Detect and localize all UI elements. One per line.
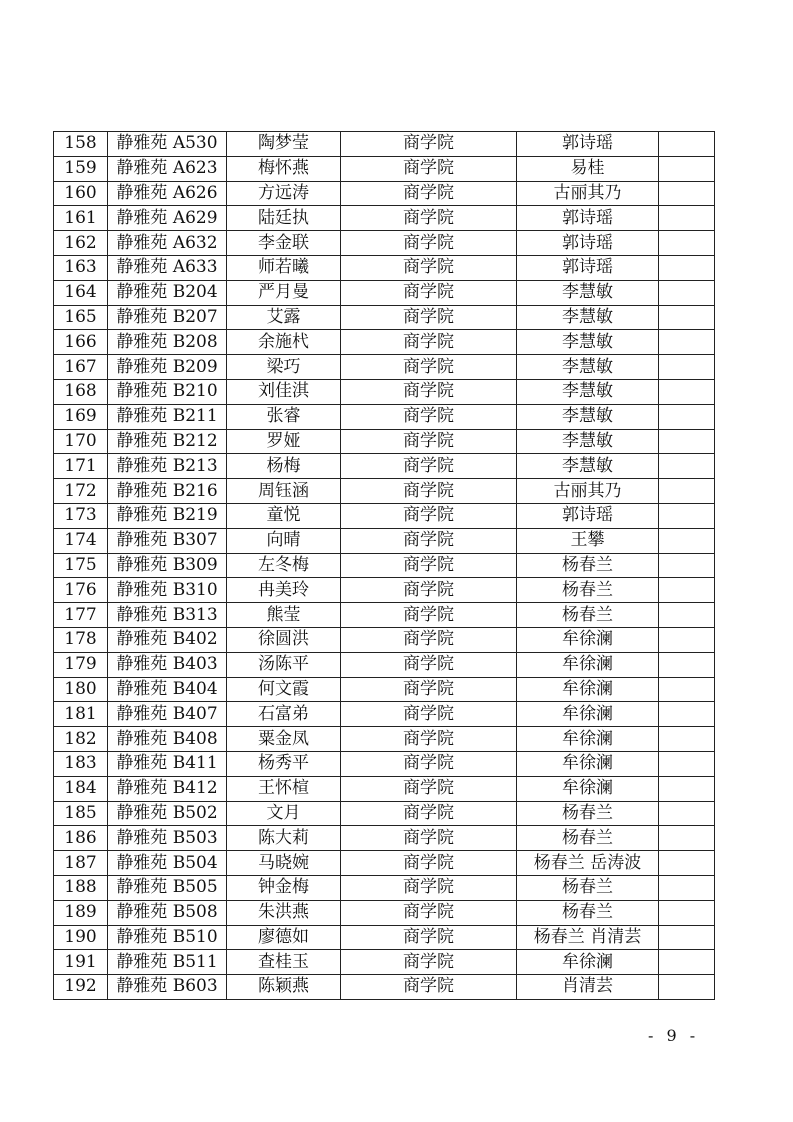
- dorm-room-cell: 静雅苑 B208: [108, 330, 227, 355]
- blank-cell: [659, 900, 715, 925]
- college-cell: 商学院: [341, 379, 517, 404]
- blank-cell: [659, 702, 715, 727]
- blank-cell: [659, 305, 715, 330]
- table-row: [54, 677, 715, 702]
- counselor-cell: 郭诗瑶: [517, 231, 659, 256]
- row-number-cell: 171: [54, 454, 108, 479]
- counselor-cell: 李慧敏: [517, 454, 659, 479]
- counselor-cell: 李慧敏: [517, 355, 659, 380]
- dorm-room-cell: 静雅苑 B411: [108, 751, 227, 776]
- row-number-cell: 175: [54, 553, 108, 578]
- row-number-cell: 173: [54, 503, 108, 528]
- student-name-cell: 张睿: [227, 404, 341, 429]
- table-row: [54, 603, 715, 628]
- table-row: [54, 280, 715, 305]
- counselor-cell: 郭诗瑶: [517, 206, 659, 231]
- student-name-cell: 马晓婉: [227, 851, 341, 876]
- dorm-room-cell: 静雅苑 A626: [108, 181, 227, 206]
- row-number-cell: 162: [54, 231, 108, 256]
- counselor-cell: 牟徐澜: [517, 702, 659, 727]
- row-number-cell: 168: [54, 379, 108, 404]
- row-number-cell: 164: [54, 280, 108, 305]
- blank-cell: [659, 677, 715, 702]
- table-row: [54, 801, 715, 826]
- student-name-cell: 钟金梅: [227, 875, 341, 900]
- dorm-room-cell: 静雅苑 B219: [108, 503, 227, 528]
- counselor-cell: 牟徐澜: [517, 652, 659, 677]
- blank-cell: [659, 454, 715, 479]
- counselor-cell: 李慧敏: [517, 305, 659, 330]
- student-name-cell: 廖德如: [227, 925, 341, 950]
- row-number-cell: 167: [54, 355, 108, 380]
- dorm-room-cell: 静雅苑 A632: [108, 231, 227, 256]
- table-row: [54, 404, 715, 429]
- table-row: [54, 206, 715, 231]
- college-cell: 商学院: [341, 776, 517, 801]
- dorm-room-cell: 静雅苑 B407: [108, 702, 227, 727]
- dorm-room-cell: 静雅苑 B511: [108, 950, 227, 975]
- counselor-cell: 杨春兰: [517, 875, 659, 900]
- college-cell: 商学院: [341, 156, 517, 181]
- college-cell: 商学院: [341, 305, 517, 330]
- row-number-cell: 179: [54, 652, 108, 677]
- dorm-room-cell: 静雅苑 B211: [108, 404, 227, 429]
- table-row: [54, 875, 715, 900]
- dorm-room-cell: 静雅苑 B209: [108, 355, 227, 380]
- blank-cell: [659, 950, 715, 975]
- table-row: [54, 305, 715, 330]
- blank-cell: [659, 355, 715, 380]
- counselor-cell: 杨春兰: [517, 553, 659, 578]
- college-cell: 商学院: [341, 975, 517, 1000]
- dorm-room-cell: 静雅苑 B508: [108, 900, 227, 925]
- table-row: [54, 429, 715, 454]
- college-cell: 商学院: [341, 528, 517, 553]
- table-row: [54, 652, 715, 677]
- student-name-cell: 梅怀燕: [227, 156, 341, 181]
- dorm-room-cell: 静雅苑 B412: [108, 776, 227, 801]
- counselor-cell: 古丽其乃: [517, 181, 659, 206]
- blank-cell: [659, 751, 715, 776]
- dorm-room-cell: 静雅苑 B404: [108, 677, 227, 702]
- roster-table-body: [54, 132, 715, 1000]
- college-cell: 商学院: [341, 454, 517, 479]
- row-number-cell: 160: [54, 181, 108, 206]
- counselor-cell: 王攀: [517, 528, 659, 553]
- table-row: [54, 727, 715, 752]
- college-cell: 商学院: [341, 900, 517, 925]
- table-row: [54, 553, 715, 578]
- college-cell: 商学院: [341, 255, 517, 280]
- student-name-cell: 杨梅: [227, 454, 341, 479]
- table-row: [54, 355, 715, 380]
- table-row: [54, 950, 715, 975]
- row-number-cell: 192: [54, 975, 108, 1000]
- dorm-room-cell: 静雅苑 B210: [108, 379, 227, 404]
- row-number-cell: 191: [54, 950, 108, 975]
- counselor-cell: 牟徐澜: [517, 950, 659, 975]
- blank-cell: [659, 156, 715, 181]
- blank-cell: [659, 429, 715, 454]
- college-cell: 商学院: [341, 801, 517, 826]
- student-name-cell: 石富弟: [227, 702, 341, 727]
- college-cell: 商学院: [341, 429, 517, 454]
- blank-cell: [659, 727, 715, 752]
- blank-cell: [659, 330, 715, 355]
- row-number-cell: 176: [54, 578, 108, 603]
- counselor-cell: 郭诗瑶: [517, 132, 659, 157]
- student-name-cell: 杨秀平: [227, 751, 341, 776]
- counselor-cell: 杨春兰 肖清芸: [517, 925, 659, 950]
- college-cell: 商学院: [341, 404, 517, 429]
- blank-cell: [659, 925, 715, 950]
- student-name-cell: 严月曼: [227, 280, 341, 305]
- college-cell: 商学院: [341, 702, 517, 727]
- college-cell: 商学院: [341, 355, 517, 380]
- table-row: [54, 454, 715, 479]
- counselor-cell: 李慧敏: [517, 429, 659, 454]
- table-row: [54, 132, 715, 157]
- blank-cell: [659, 851, 715, 876]
- row-number-cell: 187: [54, 851, 108, 876]
- table-row: [54, 851, 715, 876]
- table-row: [54, 975, 715, 1000]
- counselor-cell: 郭诗瑶: [517, 503, 659, 528]
- row-number-cell: 183: [54, 751, 108, 776]
- blank-cell: [659, 404, 715, 429]
- college-cell: 商学院: [341, 925, 517, 950]
- row-number-cell: 184: [54, 776, 108, 801]
- blank-cell: [659, 206, 715, 231]
- college-cell: 商学院: [341, 875, 517, 900]
- dorm-room-cell: 静雅苑 B603: [108, 975, 227, 1000]
- table-row: [54, 578, 715, 603]
- student-name-cell: 何文霞: [227, 677, 341, 702]
- table-row: [54, 379, 715, 404]
- student-name-cell: 陆廷执: [227, 206, 341, 231]
- blank-cell: [659, 826, 715, 851]
- dorm-room-cell: 静雅苑 B204: [108, 280, 227, 305]
- blank-cell: [659, 801, 715, 826]
- counselor-cell: 李慧敏: [517, 330, 659, 355]
- counselor-cell: 李慧敏: [517, 379, 659, 404]
- counselor-cell: 杨春兰: [517, 578, 659, 603]
- blank-cell: [659, 875, 715, 900]
- blank-cell: [659, 627, 715, 652]
- row-number-cell: 188: [54, 875, 108, 900]
- counselor-cell: 易桂: [517, 156, 659, 181]
- student-name-cell: 向晴: [227, 528, 341, 553]
- table-row: [54, 900, 715, 925]
- student-name-cell: 刘佳淇: [227, 379, 341, 404]
- row-number-cell: 174: [54, 528, 108, 553]
- row-number-cell: 166: [54, 330, 108, 355]
- counselor-cell: 牟徐澜: [517, 776, 659, 801]
- dorm-room-cell: 静雅苑 B310: [108, 578, 227, 603]
- college-cell: 商学院: [341, 503, 517, 528]
- dorm-room-cell: 静雅苑 B207: [108, 305, 227, 330]
- student-name-cell: 查桂玉: [227, 950, 341, 975]
- blank-cell: [659, 379, 715, 404]
- college-cell: 商学院: [341, 851, 517, 876]
- row-number-cell: 165: [54, 305, 108, 330]
- student-name-cell: 艾露: [227, 305, 341, 330]
- college-cell: 商学院: [341, 206, 517, 231]
- college-cell: 商学院: [341, 132, 517, 157]
- table-row: [54, 925, 715, 950]
- student-name-cell: 童悦: [227, 503, 341, 528]
- blank-cell: [659, 603, 715, 628]
- row-number-cell: 159: [54, 156, 108, 181]
- college-cell: 商学院: [341, 479, 517, 504]
- student-name-cell: 徐圆洪: [227, 627, 341, 652]
- student-name-cell: 方远涛: [227, 181, 341, 206]
- dorm-room-cell: 静雅苑 B212: [108, 429, 227, 454]
- blank-cell: [659, 776, 715, 801]
- blank-cell: [659, 181, 715, 206]
- row-number-cell: 163: [54, 255, 108, 280]
- dorm-room-cell: 静雅苑 A623: [108, 156, 227, 181]
- college-cell: 商学院: [341, 826, 517, 851]
- dorm-room-cell: 静雅苑 B503: [108, 826, 227, 851]
- table-row: [54, 702, 715, 727]
- college-cell: 商学院: [341, 280, 517, 305]
- blank-cell: [659, 578, 715, 603]
- blank-cell: [659, 503, 715, 528]
- blank-cell: [659, 255, 715, 280]
- dorm-room-cell: 静雅苑 A633: [108, 255, 227, 280]
- counselor-cell: 郭诗瑶: [517, 255, 659, 280]
- counselor-cell: 杨春兰: [517, 603, 659, 628]
- college-cell: 商学院: [341, 231, 517, 256]
- row-number-cell: 181: [54, 702, 108, 727]
- student-name-cell: 梁巧: [227, 355, 341, 380]
- student-name-cell: 熊莹: [227, 603, 341, 628]
- college-cell: 商学院: [341, 181, 517, 206]
- row-number-cell: 190: [54, 925, 108, 950]
- counselor-cell: 牟徐澜: [517, 727, 659, 752]
- student-name-cell: 左冬梅: [227, 553, 341, 578]
- student-name-cell: 朱洪燕: [227, 900, 341, 925]
- row-number-cell: 185: [54, 801, 108, 826]
- dorm-room-cell: 静雅苑 B307: [108, 528, 227, 553]
- table-row: [54, 255, 715, 280]
- row-number-cell: 178: [54, 627, 108, 652]
- blank-cell: [659, 132, 715, 157]
- counselor-cell: 杨春兰: [517, 826, 659, 851]
- dorm-room-cell: 静雅苑 B408: [108, 727, 227, 752]
- student-name-cell: 陈颖燕: [227, 975, 341, 1000]
- dorm-room-cell: 静雅苑 B510: [108, 925, 227, 950]
- counselor-cell: 李慧敏: [517, 280, 659, 305]
- dorm-room-cell: 静雅苑 A530: [108, 132, 227, 157]
- table-row: [54, 751, 715, 776]
- table-row: [54, 330, 715, 355]
- dorm-room-cell: 静雅苑 B313: [108, 603, 227, 628]
- counselor-cell: 杨春兰: [517, 900, 659, 925]
- row-number-cell: 182: [54, 727, 108, 752]
- college-cell: 商学院: [341, 627, 517, 652]
- college-cell: 商学院: [341, 578, 517, 603]
- student-name-cell: 周钰涵: [227, 479, 341, 504]
- table-row: [54, 231, 715, 256]
- blank-cell: [659, 479, 715, 504]
- counselor-cell: 古丽其乃: [517, 479, 659, 504]
- counselor-cell: 肖清芸: [517, 975, 659, 1000]
- student-name-cell: 李金联: [227, 231, 341, 256]
- row-number-cell: 161: [54, 206, 108, 231]
- row-number-cell: 172: [54, 479, 108, 504]
- student-name-cell: 王怀楦: [227, 776, 341, 801]
- table-row: [54, 776, 715, 801]
- student-name-cell: 师若曦: [227, 255, 341, 280]
- college-cell: 商学院: [341, 652, 517, 677]
- row-number-cell: 170: [54, 429, 108, 454]
- counselor-cell: 李慧敏: [517, 404, 659, 429]
- dorm-room-cell: 静雅苑 B502: [108, 801, 227, 826]
- college-cell: 商学院: [341, 751, 517, 776]
- row-number-cell: 158: [54, 132, 108, 157]
- college-cell: 商学院: [341, 603, 517, 628]
- table-row: [54, 503, 715, 528]
- dorm-room-cell: 静雅苑 B216: [108, 479, 227, 504]
- blank-cell: [659, 975, 715, 1000]
- dorm-room-cell: 静雅苑 B504: [108, 851, 227, 876]
- blank-cell: [659, 231, 715, 256]
- student-name-cell: 粟金凤: [227, 727, 341, 752]
- college-cell: 商学院: [341, 553, 517, 578]
- blank-cell: [659, 553, 715, 578]
- counselor-cell: 杨春兰: [517, 801, 659, 826]
- college-cell: 商学院: [341, 727, 517, 752]
- table-row: [54, 826, 715, 851]
- counselor-cell: 牟徐澜: [517, 627, 659, 652]
- student-name-cell: 余施杙: [227, 330, 341, 355]
- dorm-room-cell: 静雅苑 B402: [108, 627, 227, 652]
- dorm-room-cell: 静雅苑 A629: [108, 206, 227, 231]
- dorm-room-cell: 静雅苑 B213: [108, 454, 227, 479]
- college-cell: 商学院: [341, 950, 517, 975]
- dorm-room-cell: 静雅苑 B403: [108, 652, 227, 677]
- college-cell: 商学院: [341, 677, 517, 702]
- table-row: [54, 627, 715, 652]
- table-row: [54, 528, 715, 553]
- student-name-cell: 陶梦莹: [227, 132, 341, 157]
- student-name-cell: 罗娅: [227, 429, 341, 454]
- row-number-cell: 180: [54, 677, 108, 702]
- table-row: [54, 479, 715, 504]
- dorm-room-cell: 静雅苑 B309: [108, 553, 227, 578]
- dormitory-roster-table: [53, 131, 715, 1000]
- student-name-cell: 汤陈平: [227, 652, 341, 677]
- counselor-cell: 牟徐澜: [517, 751, 659, 776]
- table-row: [54, 156, 715, 181]
- row-number-cell: 189: [54, 900, 108, 925]
- counselor-cell: 牟徐澜: [517, 677, 659, 702]
- dorm-room-cell: 静雅苑 B505: [108, 875, 227, 900]
- row-number-cell: 186: [54, 826, 108, 851]
- student-name-cell: 文月: [227, 801, 341, 826]
- student-name-cell: 陈大莉: [227, 826, 341, 851]
- page-number: - 9 -: [648, 1026, 700, 1045]
- table-row: [54, 181, 715, 206]
- row-number-cell: 169: [54, 404, 108, 429]
- blank-cell: [659, 652, 715, 677]
- student-name-cell: 冉美玲: [227, 578, 341, 603]
- row-number-cell: 177: [54, 603, 108, 628]
- college-cell: 商学院: [341, 330, 517, 355]
- counselor-cell: 杨春兰 岳涛波: [517, 851, 659, 876]
- blank-cell: [659, 280, 715, 305]
- blank-cell: [659, 528, 715, 553]
